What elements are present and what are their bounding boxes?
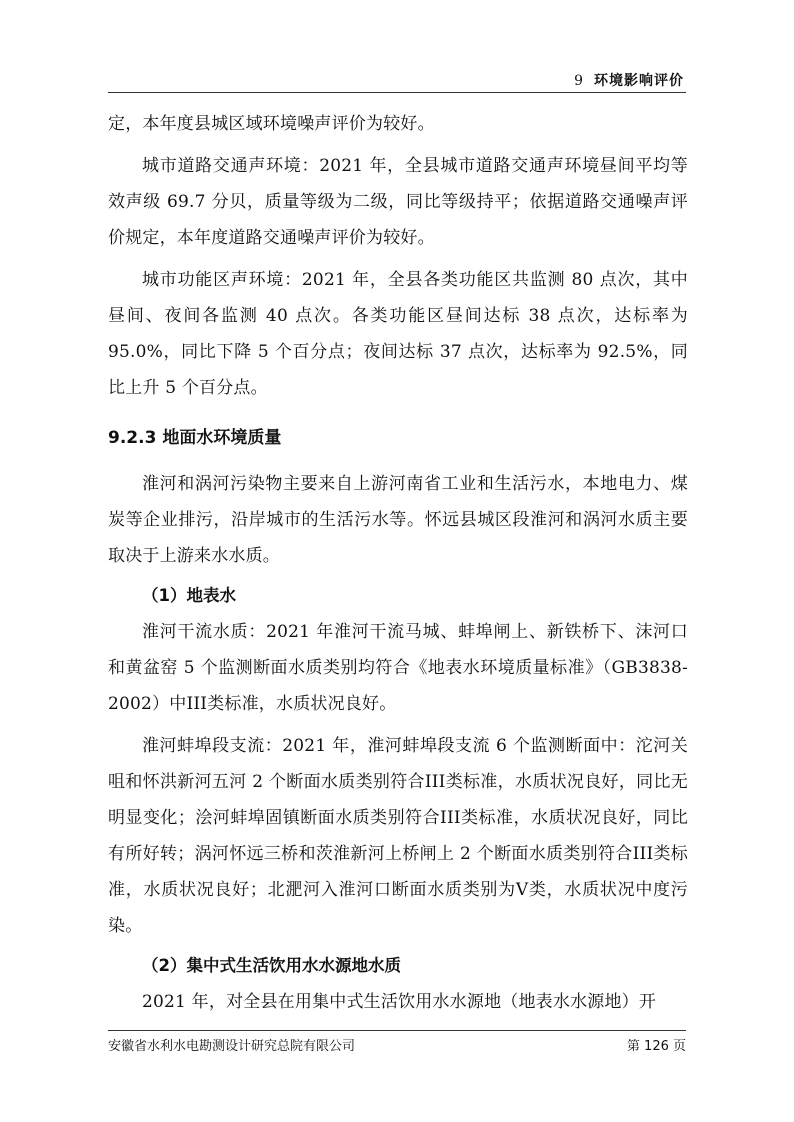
chapter-number: 9	[574, 73, 584, 89]
paragraph-road-traffic-noise: 城市道路交通声环境：2021 年，全县城市道路交通声环境昼间平均等效声级 69.7 分贝，质量等级为二级，同比等级持平；依据道路交通噪声评价规定，本年度道路交通噪声评价为较好。	[108, 156, 688, 248]
page-body	[108, 106, 688, 1020]
page-header	[108, 66, 686, 93]
paragraph-bengbu-tributaries: 淮河蚌埠段支流：2021 年，淮河蚌埠段支流 6 个监测断面中：沱河关咀和怀洪新河五河 2 个断面水质类别符合III类标准，水质状况良好，同比无明显变化；浍河蚌埠固镇断面水质类别符合III类标准，水质状况良好，同比有所好转；涡河怀远三桥和茨淮新河上桥闸上 2 个断面水质类别符合III类标准，水质状况良好；北淝河入淮河口断面水质类别为V类，水质状况中度污染。	[108, 736, 688, 936]
paragraph-huaihe-mainstream: 淮河干流水质：2021 年淮河干流马城、蚌埠闸上、新铁桥下、沫河口和黄盆窑 5 个监测断面水质类别均符合《地表水环境质量标准》（GB3838-2002）中III类标准，水质状况良好。	[108, 622, 688, 714]
section-heading: 9.2.3 地面水环境质量	[108, 428, 282, 448]
page-footer	[108, 1030, 686, 1054]
paragraph-functional-zone-noise: 城市功能区声环境：2021 年，全县各类功能区共监测 80 点次，其中昼间、夜间各监测 40 点次。各类功能区昼间达标 38 点次，达标率为 95.0%，同比下降 5 个百分点；夜间达标 37 点次，达标率为 92.5%，同比上升 5 个百分点。	[108, 270, 688, 398]
footer-organization: 安徽省水利水电勘测设计研究总院有限公司	[108, 1039, 356, 1054]
subheading-drinking-water: （2）集中式生活饮用水水源地水质	[142, 956, 401, 975]
header-chapter	[574, 70, 684, 90]
chapter-title: 环境影响评价	[594, 73, 684, 89]
subheading-surface-water: （1）地表水	[142, 586, 236, 605]
page-number: 第 126 页	[626, 1039, 686, 1054]
paragraph-pollution-sources: 淮河和涡河污染物主要来自上游河南省工业和生活污水，本地电力、煤炭等企业排污，沿岸城市的生活污水等。怀远县城区段淮河和涡河水质主要取决于上游来水水质。	[108, 474, 688, 566]
paragraph-drinking-water: 2021 年，对全县在用集中式生活饮用水水源地（地表水水源地）开	[142, 992, 657, 1012]
paragraph-continuation: 定，本年度县城区域环境噪声评价为较好。	[108, 114, 435, 134]
